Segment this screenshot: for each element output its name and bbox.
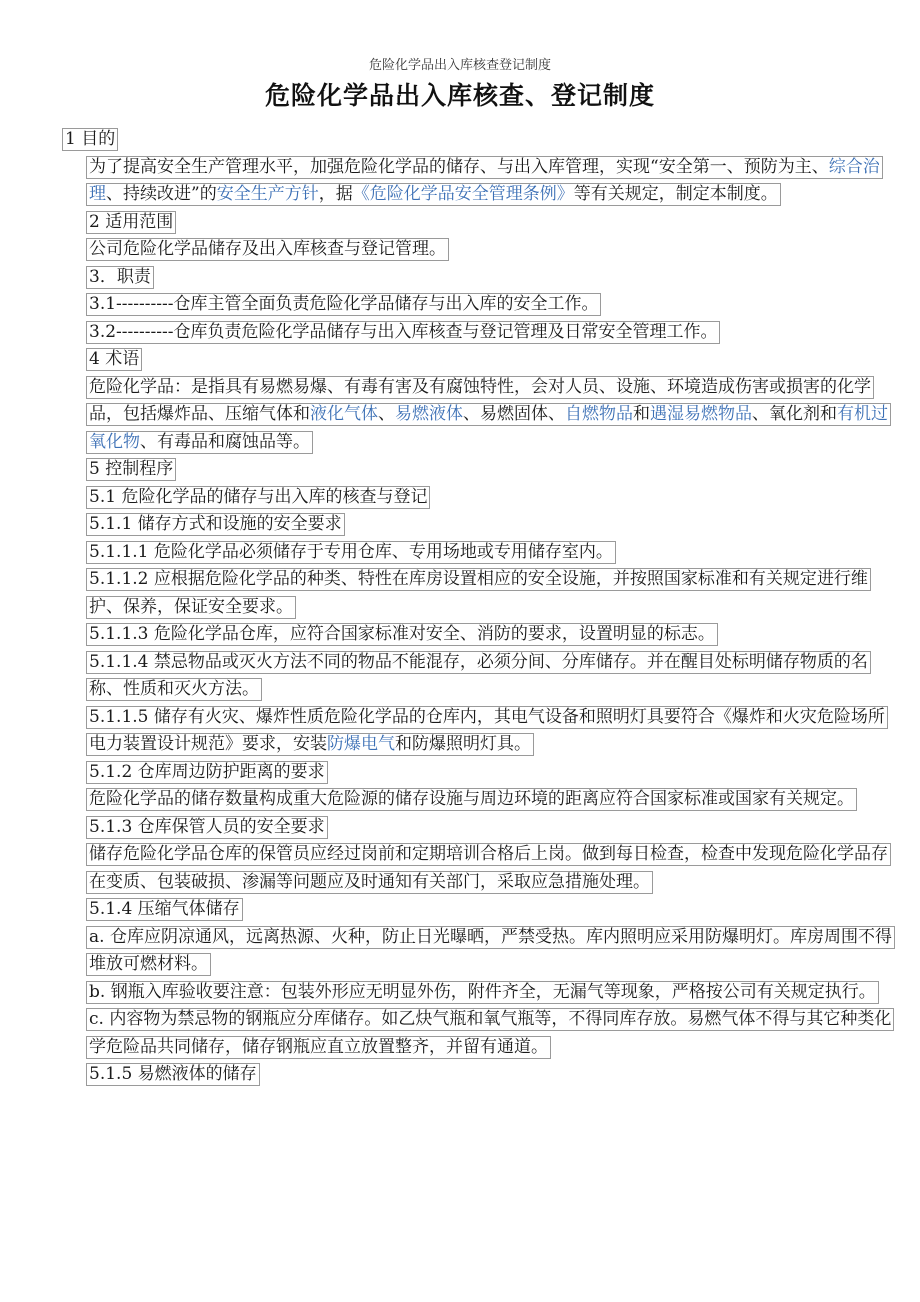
term-link[interactable]: 防爆电气 xyxy=(327,734,395,754)
section-5-1-heading: 5.1 危险化学品的储存与出入库的核查与登记 xyxy=(62,484,892,512)
duty-item: 3.2----------仓库负责危险化学品储存与出入库核查与登记管理及日常安全管理工作。 xyxy=(62,319,892,347)
term-link[interactable]: 自燃物品 xyxy=(565,404,633,424)
term-link[interactable]: 有机过氧化物 xyxy=(89,404,888,452)
section-5-1-2-heading: 5.1.2 仓库周边防护距离的要求 xyxy=(62,759,892,787)
section-1-heading: 1 目的 xyxy=(62,126,892,154)
running-header: 危险化学品出入库核查登记制度 xyxy=(368,58,551,73)
purpose-paragraph: 为了提高安全生产管理水平，加强危险化学品的储存、与出入库管理，实现“安全第一、预防为主、综合治理、持续改进”的安全生产方针，据《危险化学品安全管理条例》等有关规定，制定本制度。 xyxy=(62,154,892,209)
section-3-heading: 3．职责 xyxy=(62,264,892,292)
section-5-1-4-heading: 5.1.4 压缩气体储存 xyxy=(62,896,892,924)
clause-item: 危险化学品的储存数量构成重大危险源的储存设施与周边环境的距离应符合国家标准或国家有关规定。 xyxy=(62,786,892,814)
section-2-heading: 2 适用范围 xyxy=(62,209,892,237)
clause-item: 5.1.1.1 危险化学品必须储存于专用仓库、专用场地或专用储存室内。 xyxy=(62,539,892,567)
clause-item: b. 钢瓶入库验收要注意：包装外形应无明显外伤，附件齐全，无漏气等现象，严格按公司有关规定执行。 xyxy=(62,979,892,1007)
clause-item: 5.1.1.5 储存有火灾、爆炸性质危险化学品的仓库内，其电气设备和照明灯具要符合《爆炸和火灾危险场所电力装置设计规范》要求，安装防爆电气和防爆照明灯具。 xyxy=(62,704,892,759)
section-5-1-5-heading: 5.1.5 易燃液体的储存 xyxy=(62,1061,892,1089)
clause-item: 5.1.1.3 危险化学品仓库，应符合国家标准对安全、消防的要求，设置明显的标志。 xyxy=(62,621,892,649)
section-5-1-3-heading: 5.1.3 仓库保管人员的安全要求 xyxy=(62,814,892,842)
regulation-link[interactable]: 《危险化学品安全管理条例》 xyxy=(352,184,574,204)
term-link[interactable]: 液化气体 xyxy=(310,404,378,424)
term-link[interactable]: 安全生产方针 xyxy=(216,184,319,204)
clause-item: 储存危险化学品仓库的保管员应经过岗前和定期培训合格后上岗。做到每日检查，检查中发现危险化学品存在变质、包装破损、渗漏等问题应及时通知有关部门，采取应急措施处理。 xyxy=(62,841,892,896)
term-link[interactable]: 遇湿易燃物品 xyxy=(650,404,752,424)
scope-paragraph: 公司危险化学品储存及出入库核查与登记管理。 xyxy=(62,236,892,264)
clause-item: 5.1.1.4 禁忌物品或灭火方法不同的物品不能混存，必须分间、分库储存。并在醒目处标明储存物质的名称、性质和灭火方法。 xyxy=(62,649,892,704)
section-4-heading: 4 术语 xyxy=(62,346,892,374)
term-link[interactable]: 易燃液体 xyxy=(395,404,463,424)
section-5-heading: 5 控制程序 xyxy=(62,456,892,484)
document-title: 危险化学品出入库核查、登记制度 xyxy=(264,81,655,110)
definition-paragraph: 危险化学品：是指具有易燃易爆、有毒有害及有腐蚀特性，会对人员、设施、环境造成伤害或损害的化学品，包括爆炸品、压缩气体和液化气体、易燃液体、易燃固体、自燃物品和遇湿易燃物品、氧化剂和有机过氧化物、有毒品和腐蚀品等。 xyxy=(62,374,892,457)
clause-item: c. 内容物为禁忌物的钢瓶应分库储存。如乙炔气瓶和氧气瓶等，不得同库存放。易燃气体不得与其它种类化学危险品共同储存，储存钢瓶应直立放置整齐，并留有通道。 xyxy=(62,1006,892,1061)
document-body xyxy=(62,126,892,1089)
clause-item: a. 仓库应阴凉通风，远离热源、火种，防止日光曝晒，严禁受热。库内照明应采用防爆明灯。库房周围不得堆放可燃材料。 xyxy=(62,924,892,979)
section-5-1-1-heading: 5.1.1 储存方式和设施的安全要求 xyxy=(62,511,892,539)
clause-item: 5.1.1.2 应根据危险化学品的种类、特性在库房设置相应的安全设施，并按照国家标准和有关规定进行维护、保养，保证安全要求。 xyxy=(62,566,892,621)
term-link[interactable]: 综合治理 xyxy=(89,156,880,204)
duty-item: 3.1----------仓库主管全面负责危险化学品储存与出入库的安全工作。 xyxy=(62,291,892,319)
